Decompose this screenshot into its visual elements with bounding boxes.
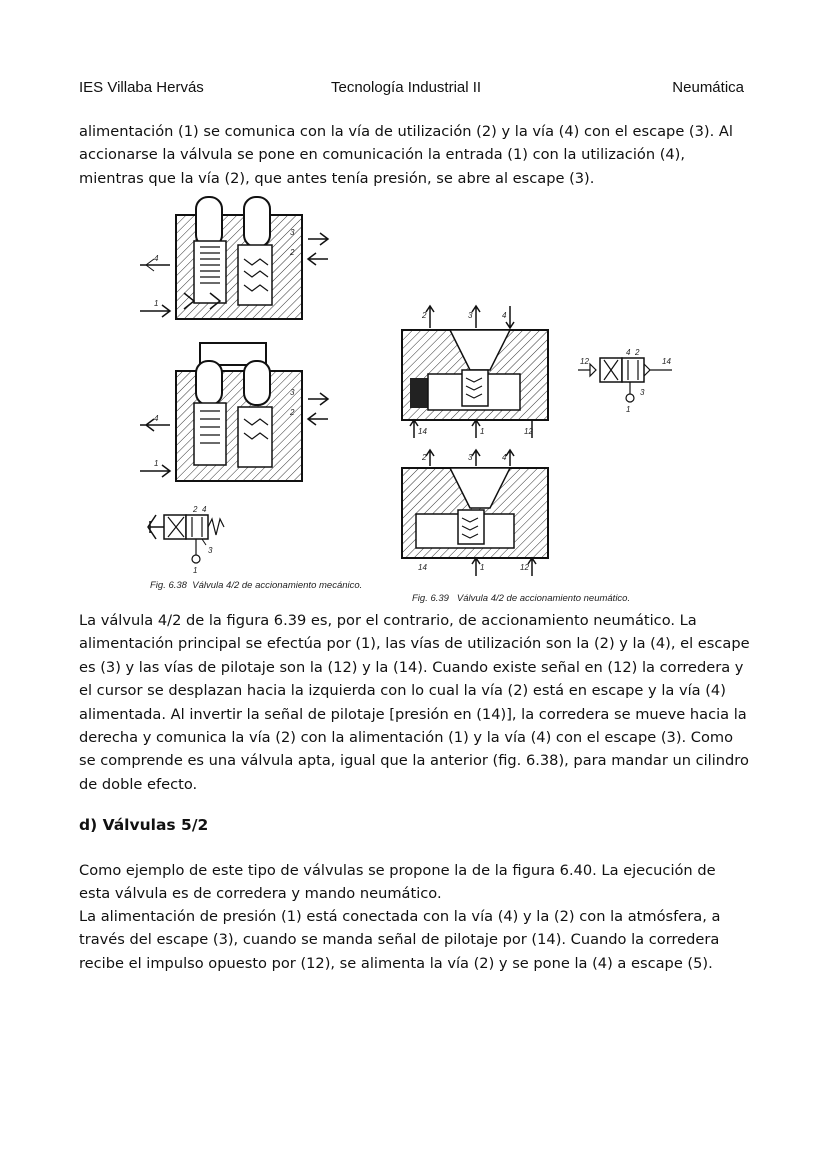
valve-lower-section	[402, 450, 548, 576]
valve-rest-section	[140, 197, 328, 319]
symbol-label-12: 12	[580, 357, 589, 366]
figure-6-39-number: Fig. 6.39	[412, 593, 449, 604]
symbol-label-2b: 2	[635, 348, 640, 357]
symbol-label-14: 14	[662, 357, 671, 366]
header-topic: Neumática	[672, 79, 744, 96]
top-label-2b: 2	[422, 453, 427, 462]
bottom-label-1a: 1	[480, 427, 485, 436]
bottom-label-1b: 1	[480, 563, 485, 572]
figure-6-39-text: Válvula 4/2 de accionamiento neumático.	[456, 593, 631, 604]
port-label-2a: 2	[290, 248, 295, 257]
paragraph-example: Como ejemplo de este tipo de válvulas se propone la de la figura 6.40. La ejecución de esta válvula es de corredera y mando neumático.	[79, 862, 716, 903]
top-label-3a: 3	[468, 311, 473, 320]
valve-symbol-639	[578, 358, 672, 402]
port-label-1b: 1	[154, 459, 159, 468]
port-label-3b: 3	[290, 388, 295, 397]
top-label-2a: 2	[422, 311, 427, 320]
top-label-3b: 3	[468, 453, 473, 462]
port-label-3a: 3	[290, 228, 295, 237]
symbol-label-3b: 3	[640, 388, 645, 397]
figure-6-38-number: Fig. 6.38	[150, 580, 187, 591]
symbol-label-4a: 4	[202, 505, 207, 514]
port-label-1a: 1	[154, 299, 159, 308]
valve-upper-section	[402, 306, 548, 438]
paragraph-valve-4-2: La válvula 4/2 de la figura 6.39 es, por el contrario, de accionamiento neumático. La alimentación principal se efectúa por (1), las vías de utilización son la (2) y la (4), el escape es (3) y las vías de pilotaje son la (12) y la (14). Cuando existe señal en (12) la corredera y el cursor se desplazan hacia la izquierda con lo cual la vía (2) está en escape y la vía (4) alimentada. Al invertir la señal de pilotaje [presión en (14)], la corredera se mueve hacia la derecha y comunica la vía (2) con la alimentación (1) y la vía (4) con el escape (3). Como se comprende es una válvula apta, igual que la anterior (fig. 6.38), para mandar un cilindro de doble efecto.	[79, 612, 750, 793]
port-label-4a: 4	[154, 254, 159, 263]
valve-actuated-section	[140, 343, 328, 481]
valve-symbol-638	[148, 515, 224, 563]
symbol-label-4b: 4	[626, 348, 631, 357]
bottom-label-14a: 14	[418, 427, 427, 436]
bottom-label-12b: 12	[520, 563, 529, 572]
symbol-label-1a: 1	[193, 566, 198, 575]
header-subject: Tecnología Industrial II	[331, 79, 482, 96]
paragraph-valve-5-2: La alimentación de presión (1) está conectada con la vía (4) y la (2) con la atmósfera, a través del escape (3), cuando se manda señal de pilotaje por (14). Cuando la corredera recibe el impulso opuesto por (12), se alimenta la vía (2) y se pone la (4) a escape (5).	[79, 908, 721, 972]
port-label-4b: 4	[154, 414, 159, 423]
symbol-label-1b: 1	[626, 405, 631, 414]
symbol-label-3a: 3	[208, 546, 213, 555]
paragraph-intro: alimentación (1) se comunica con la vía de utilización (2) y la vía (4) con el escape (3). Al accionarse la válvula se pone en comunicación la entrada (1) con la utilización (4), mientras que la vía (2), que antes tenía presión, se abre al escape (3).	[79, 123, 733, 187]
top-label-4b: 4	[502, 453, 507, 462]
figure-6-39-caption	[412, 593, 712, 605]
figure-6-38-drawing	[140, 193, 360, 575]
bottom-label-12a: 12	[524, 427, 533, 436]
figure-6-39-drawing	[400, 300, 700, 590]
figure-6-38-caption	[150, 580, 370, 592]
header-school: IES Villaba Hervás	[79, 79, 204, 96]
top-label-4a: 4	[502, 311, 507, 320]
bottom-label-14b: 14	[418, 563, 427, 572]
symbol-label-2a: 2	[193, 505, 198, 514]
figure-6-38-text: Válvula 4/2 de accionamiento mecánico.	[192, 580, 363, 591]
section-heading: d) Válvulas 5/2	[79, 816, 209, 834]
port-label-2b: 2	[290, 408, 295, 417]
